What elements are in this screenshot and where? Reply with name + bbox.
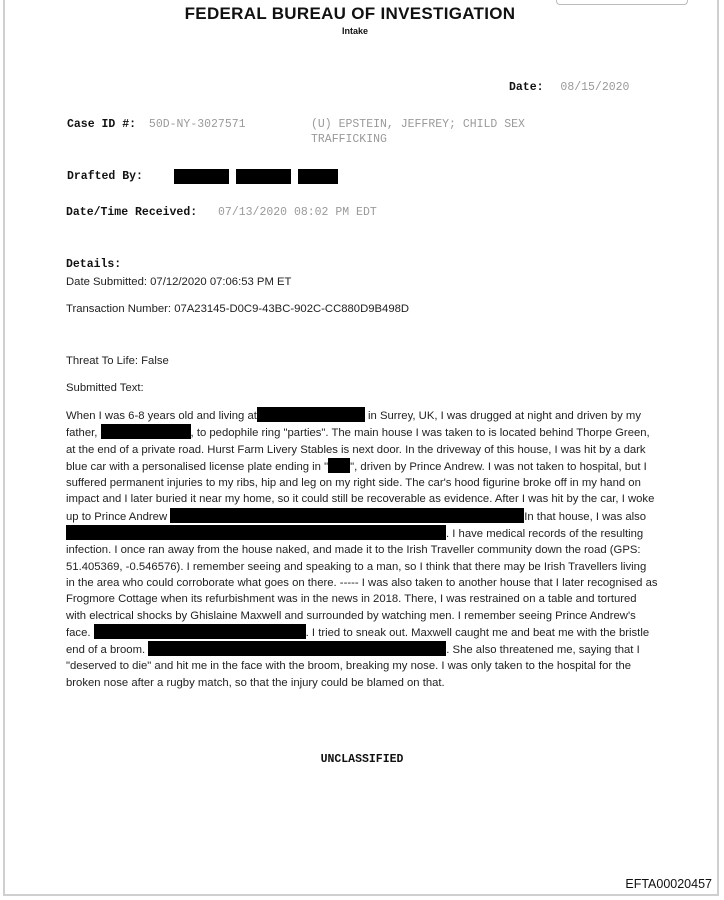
form-subtitle: Intake bbox=[341, 26, 368, 36]
received-row bbox=[66, 206, 377, 219]
agency-title: FEDERAL BUREAU OF INVESTIGATION bbox=[184, 4, 516, 23]
redaction-block-1 bbox=[170, 508, 280, 523]
classification-marking: UNCLASSIFIED bbox=[320, 753, 404, 766]
drafted-by-row bbox=[67, 170, 143, 183]
body-segment-5: In that house, I was also bbox=[524, 510, 647, 523]
redaction-name-1 bbox=[174, 169, 229, 184]
redaction-block-6 bbox=[236, 525, 446, 540]
redaction-block-3 bbox=[308, 508, 448, 523]
body-segment-4: ", driven by Prince Andrew. I was not taken to hospital, but I suffered permanent injuries to my ribs, hip and leg on my right side. The car's hood figurine broke off in my hand on impact and I later buried it near my home, so it could still be recoverable as evidence. After I was hit by the car, I woke up to Prince Andrew bbox=[66, 460, 655, 523]
redaction-block-5 bbox=[66, 525, 236, 540]
body-segment-3: , to pedophile ring "parties". The main house I was taken to is located behind Thorpe Green, at the end of a private road. Hurst Farm Livery Stables is next door. In the driveway of this house, I was hit by a dark blue car with a personalised license plate ending in " bbox=[66, 427, 650, 473]
redaction-plate bbox=[328, 458, 350, 473]
received-value: 07/13/2020 08:02 PM EDT bbox=[218, 206, 377, 219]
redaction-name-3 bbox=[298, 169, 338, 184]
case-id-label: Case ID #: bbox=[67, 118, 137, 131]
case-caption-line2: TRAFFICKING bbox=[311, 133, 387, 146]
redaction-block-7 bbox=[94, 624, 306, 639]
redaction-block-8 bbox=[148, 641, 378, 656]
redaction-block-9 bbox=[378, 641, 446, 656]
date-submitted: Date Submitted: 07/12/2020 07:06:53 PM ET bbox=[66, 276, 292, 288]
body-segment-6: . I have medical records of the resulting infection. I once ran away from the house naked, and made it to the Irish Traveller community down the road (GPS: 51.405369, -0.546576). I remember seeing and speaking to a man, so I think that there may be Irish Travellers living in the area who could corroborate what goes on there. ----- I was also taken to another house that I later recognised as Frogmore Cottage when its refurbishment was in the news in 2018. There, I was restrained on a table and tortured with electrical shocks by Ghislaine Maxwell and surrounded by watching men. I remember seeing Prince Andrew's face. bbox=[66, 528, 658, 639]
submitted-text-label: Submitted Text: bbox=[66, 382, 144, 394]
case-caption-line1: (U) EPSTEIN, JEFFREY; CHILD SEX bbox=[311, 118, 525, 131]
date-row bbox=[509, 81, 629, 94]
redaction-block-2 bbox=[280, 508, 308, 523]
date-value: 08/15/2020 bbox=[560, 81, 630, 94]
transaction-number: Transaction Number: 07A23145-D0C9-43BC-902C-CC880D9B498D bbox=[66, 303, 410, 315]
redaction-father-name bbox=[101, 424, 191, 439]
body-segment-8: . She also threatened me, saying that I "deserved to die" and hit me in the face with the broom, breaking my nose. I was only taken to the hospital for the broken nose after a rugby match, so that the injury could be blamed on that. bbox=[66, 644, 640, 689]
body-segment-7: . I tried to sneak out. Maxwell caught me and beat me with the bristle end of a broom. bbox=[66, 626, 650, 657]
redaction-name-2 bbox=[236, 169, 291, 184]
drafted-by-label: Drafted By: bbox=[67, 170, 143, 183]
case-id-value: 50D-NY-3027571 bbox=[148, 118, 246, 131]
body-segment-1: When I was 6-8 years old and living at bbox=[66, 410, 257, 422]
date-label: Date: bbox=[509, 81, 544, 94]
redaction-block-4 bbox=[448, 508, 524, 523]
case-id-row bbox=[67, 118, 246, 131]
received-label: Date/Time Received: bbox=[66, 206, 198, 219]
bates-number: EFTA00020457 bbox=[625, 877, 712, 891]
threat-to-life: Threat To Life: False bbox=[66, 355, 169, 367]
redaction-address bbox=[257, 407, 365, 422]
details-label: Details: bbox=[66, 258, 122, 271]
body-segment-2: in Surrey, UK, I was drugged at night and driven by my father, bbox=[66, 410, 641, 440]
submitted-text-body bbox=[66, 407, 658, 691]
